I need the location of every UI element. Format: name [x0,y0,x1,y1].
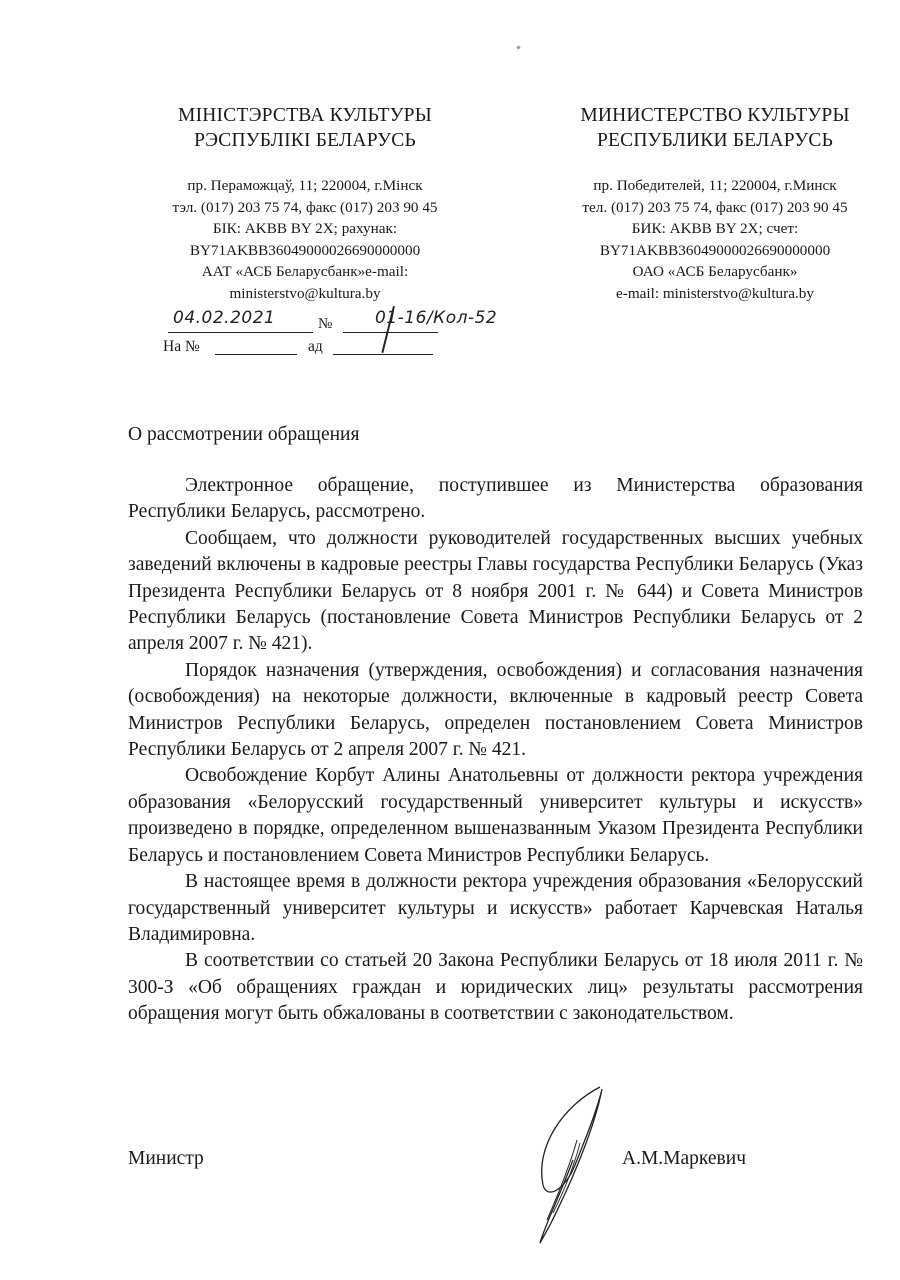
address: пр. Пераможцаў, 11; 220004, г.Мінск [187,177,423,194]
phone: тэл. (017) 203 75 74, факс (017) 203 90 45 [172,198,438,216]
paragraph: Порядок назначения (утверждения, освобождения) и согласования назначения (освобождения) на некоторые должности, включенные в кадровый реестр Совета Министров Республики Беларусь, определен постановлением Совета Министров Республики Беларусь от 2 апреля 2007 г. № 421. [128,659,863,761]
outgoing-date: 04.02.2021 [173,308,276,328]
phone: тел. (017) 203 75 74, факс (017) 203 90 45 [582,198,848,216]
number-label: № [318,316,333,332]
email: ministerstvo@kultura.by [229,284,381,302]
letterhead-belarusian [105,103,505,304]
reply-to-label: На № [163,338,200,355]
paragraph: Освобождение Корбут Алины Анатольевны от должности ректора учреждения образования «Белорусский государственный университет культуры и искусств» произведено в порядке, определенном вышеназванным Указом Президента Республики Беларусь и постановлением Совета Министров Республики Беларусь. [128,765,863,866]
reply-to-underline [215,354,297,355]
signatory-title: Министр [128,1148,204,1169]
contact-block [515,175,900,304]
letter-subject: О рассмотрении обращения [128,424,360,445]
from-underline [333,354,433,355]
email: e-mail: ministerstvo@kultura.by [616,284,814,302]
bank-code: БИК: AKBB BY 2X; счет: [631,220,799,237]
outgoing-number: 01-16/Кол-52 [375,308,498,328]
org-name-line2: РЕСПУБЛИКИ БЕЛАРУСЬ [597,130,833,151]
from-label: ад [308,338,323,355]
contact-block [105,175,505,304]
paragraph: Сообщаем, что должности руководителей государственных высших учебных заведений включены в кадровые реестры Главы государства Республики Беларусь (Указ Президента Республики Беларусь от 8 ноября 2001 г. № 644) и Совета Министров Республики Беларусь (постановление Совета Министров Республики Беларусь от 2 апреля 2007 г. № 421). [128,527,863,655]
bank-name: ААТ «АСБ Беларусбанк»e-mail: [201,263,409,280]
address: пр. Победителей, 11; 220004, г.Минск [593,177,837,194]
bank-code: БІК: AKBB BY 2X; рахунак: [212,220,398,237]
paragraph: Электронное обращение, поступившее из Министерства образования Республики Беларусь, рассмотрено. [128,475,863,523]
account-number: BY71AKBB36049000026690000000 [189,241,421,259]
paragraph: В настоящее время в должности ректора учреждения образования «Белорусский государственный университет культуры и искусств» работает Карчевская Наталья Владимировна. [128,871,863,945]
paragraph: В соответствии со статьей 20 Закона Республики Беларусь от 18 июля 2011 г. № 300-З «Об обращениях граждан и юридических лиц» результаты рассмотрения обращения могут быть обжалованы в соответствии с законодательством. [128,950,863,1025]
letter-body [128,473,863,1028]
registration-block [163,308,523,368]
org-name-line1: МИНИСТЕРСТВО КУЛЬТУРЫ [580,105,850,126]
scan-speck [516,45,520,49]
signatory-name: А.М.Маркевич [622,1148,747,1169]
handwritten-signature [505,1085,615,1245]
number-underline [343,332,438,333]
date-underline [168,332,313,333]
org-name-line2: РЭСПУБЛІКІ БЕЛАРУСЬ [194,130,416,151]
account-number: BY71AKBB36049000026690000000 [599,241,831,259]
org-name-line1: МІНІСТЭРСТВА КУЛЬТУРЫ [178,105,432,126]
bank-name: ОАО «АСБ Беларусбанк» [632,263,798,280]
letterhead-russian [515,103,900,304]
